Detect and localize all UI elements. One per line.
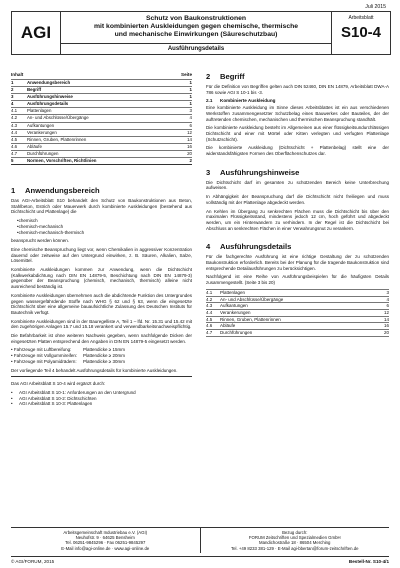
details-index-row: 4.1 Plattenlagen 3 (206, 289, 389, 295)
subsection-heading: 2.1 Kombinierte Auskleidung (206, 98, 276, 104)
title-line: mit kombinierten Auskleidungen gegen chemische, thermische (93, 23, 299, 30)
related-sheets-list (11, 390, 192, 407)
list-item: • chemisch (17, 218, 192, 224)
paragraph: Für die Definition von Begriffen gelten auch DIN 52460, DIN EN 14879, Arbeitsblatt DWA-A 786 sowie AGI S 10-1 bis -3. (206, 84, 389, 95)
publisher-info: Arbeitsgemeinschaft Industriebau e.V. (AGI) Neuhofstr. 9 · 64625 Bensheim Tel. 06251-9845296 · Fax 06251-9845297 E-Mail info@agi-online.de · www.agi-online.de (11, 528, 201, 553)
order-number: Bestell-Nr. S10-4/1 (348, 559, 389, 564)
paragraph: Das AGI-Arbeitsblatt S10 behandelt den Schutz von Baukonstruktionen aus Beton, Stahlbeton, Estrich oder Mauerwerk durch kombinierte Auskleidungen (bestehend aus Dichtschicht und Plattenlage) die (11, 198, 192, 215)
document-header (11, 11, 391, 55)
details-index (206, 289, 389, 337)
agi-logo: AGI (12, 12, 61, 54)
paragraph: Der vorliegende Teil 4 behandelt Ausführungsdetails für kombinierte Auskleidungen. (11, 367, 178, 373)
paragraph: Kombinierte Auskleidungen sind in der Bauregelliste A, Teil 1 – lfd. Nr. 15.31 und 15.42 mit den zugehörigen Anlagen 15.7 und 15.18 verankert und verwendbarkeitsnachweispflichtig. (11, 318, 192, 330)
paragraph: Eine kombinierte Auskleidung im Sinne dieses Arbeitsblattes ist ein aus verschiedenen Werkstoffen zusammengesetzter Schutzbelag eines Bauwerkes oder Bauteiles, der der auftretenden chemischen, mechanischen und thermischen Beanspruchung standhält. (206, 105, 389, 122)
toc-row: 4.7 Durchführungen 20 (11, 150, 192, 156)
paragraph: Die Befahrbarkeit ist ohne weiteren Nachweis gegeben, wenn nachfolgende Dicken der eingesetzten Platten entsprechend den Angaben in DIN EN 14879-5 eingesetzt werden. (11, 333, 192, 344)
toc-col-seite: Seite (181, 72, 192, 77)
plate-thickness-list (11, 347, 192, 364)
list-item: • chemisch-mechanisch (17, 224, 192, 230)
distributor-info: Bezug durch: FORUM Zeitschriften und Spezialmedien GmbH Mandichostraße 18 · 86504 Merching Tel. +49 8233 381-129 · E-Mail agi-bbertan@forum-zeitschriften.de (231, 530, 359, 551)
sheet-id (331, 12, 390, 54)
right-column (206, 72, 389, 340)
paragraph: Die kombinierte Auskleidung besteht im Allgemeinen aus einer flüssigkeitsundurchlässigen Dichtschicht und einer mit Mörtel oder Kitten verlegten und verfugten Plattenlage (Schutzschicht). (206, 125, 389, 142)
section-heading: 2 Begriff (206, 72, 245, 81)
list-item: • AGI Arbeitsblatt S 10-2: Dichtschichten (11, 395, 97, 401)
copyright: © AGI/FORUM, 2015 (11, 559, 55, 564)
section-heading: 4 Ausführungsdetails (206, 242, 292, 252)
paragraph: beansprucht werden können. (11, 238, 70, 244)
list-item: • AGI Arbeitsblatt S 10-3: Plattenlagen (11, 401, 93, 407)
document-title (61, 12, 331, 54)
table-of-contents (11, 72, 192, 165)
page-bottom-bar (11, 556, 389, 564)
details-index-row: 4.2 An- und Abschlüsse/Übergänge 4 (206, 296, 389, 302)
paragraph: Eine chemische Beanspruchung liegt vor, wenn Chemikalien in aggressiver Konzentration dauernd oder zeitweise auf den Untergrund einwirken, z. B. Säuren, Alkalien, Salze, Lösemittel. (11, 246, 192, 264)
toc-row: 4.2 An- und Abschlüsse/Übergänge 4 (11, 115, 192, 121)
toc-row: 1 Anwendungsbereich 1 (11, 80, 192, 85)
toc-header (11, 72, 192, 79)
toc-row: 4.5 Rinnen, Gruben, Plattenrinnen 14 (11, 136, 192, 142)
issue-date: Juli 2015 (365, 4, 386, 10)
list-item: • Fahrzeuge mit Vollgummireifen: Plattendicke ≥ 20mm (11, 353, 125, 359)
details-index-row: 4.4 Verankerungen 12 (206, 309, 389, 315)
toc-row: 4 Ausführungsdetails 1 (11, 101, 192, 107)
toc-col-inhalt: Inhalt (11, 72, 24, 77)
toc-row: 4.6 Abläufe 16 (11, 143, 192, 149)
toc-row: 5 Normen, Vorschriften, Richtlinien 2 (11, 158, 192, 164)
paragraph: Kombinierte Auskleidungen übernehmen auch die abdichtende Funktion des Untergrundes gegen wassergefährdende Stoffe nach WHG § 62 und § 63, wenn die eingesetzte Dichtschicht über eine allgemeine bauaufsichtliche Zulassung des Deutschen Instituts für Bautechnik verfügt. (11, 292, 192, 315)
paragraph: Die Dichtschicht darf im gesamten zu schützenden Bereich keine Unterbrechung aufweisen. (206, 179, 389, 191)
paragraph: Nachfolgend ist eine Reihe von Ausführungsbeispielen für die häufigsten Details zusammengestellt. (Seite 3 bis 20) (206, 274, 389, 286)
paragraph: Kombinierte Auskleidungen kommen zur Anwendung, wenn die Dichtschicht (Kalkwerkabdichtung nach DIN EN 14879-5, Beschichtung nach DIN EN 14879-3) gegenüber der Beanspruchung (chemisch, mechanisch, thermisch) alleine nicht ausreichend beständig ist. (11, 267, 192, 290)
toc-row: 3 Ausführungshinweise 1 (11, 94, 192, 100)
details-index-row: 4.3 Aufkantungen 6 (206, 303, 389, 309)
section-heading: 3 Ausführungshinweise (206, 167, 300, 177)
section-heading: 1 Anwendungsbereich (11, 186, 100, 195)
list-item: • Fahrzeuge mit Luftbereifung: Plattendicke ≥ 15mm (11, 347, 125, 353)
sheet-number: S10-4 (340, 24, 382, 41)
toc-row: 4.1 Plattenlagen 3 (11, 108, 192, 114)
page-footer (11, 527, 389, 553)
toc-row: 2 Begriff 1 (11, 87, 192, 93)
list-item: • Fahrzeuge mit Polyamidrädern: Plattendicke ≥ 30mm (11, 358, 125, 364)
document-subtitle: Ausführungsdetails (61, 43, 331, 54)
details-index-row: 4.5 Rinnen, Gruben, Plattenrinnen 14 (206, 316, 389, 322)
paragraph: Die kombinierte Auskleidung (Dichtschicht + Plattenbelag) stellt eine der widerstandsfähigsten Formen des Oberflächenschutzes dar. (206, 145, 389, 157)
left-column (11, 186, 192, 407)
toc-row: 4.4 Verankerungen 12 (11, 129, 192, 135)
bullet-list (11, 218, 192, 235)
list-item: • chemisch-mechanisch-thermisch (17, 230, 192, 236)
details-index-row: 4.7 Durchführungen 20 (206, 330, 389, 336)
sheet-label: Arbeitsblatt (348, 15, 374, 21)
toc-row: 4.3 Aufkantungen 6 (11, 122, 192, 128)
paragraph: In Abhängigkeit der Beanspruchung darf die Dichtschicht nicht freiliegen und muss vollständig mit der Plattenlage abgedeckt werden. (206, 194, 389, 205)
title-line: und mechanische Einwirkungen (Säureschutzbau) (114, 31, 278, 38)
details-index-row: 4.6 Abläufe 16 (206, 323, 389, 329)
paragraph: Das AGI Arbeitsblatt S 10-4 wird ergänzt durch: (11, 381, 106, 387)
title-line: Schutz von Baukonstruktionen (145, 15, 247, 22)
paragraph: Für die fachgerechte Ausführung ist eine richtige Gestaltung der zu schützenden Baukonstruktion erforderlich. Bereits bei der Planung für die tragende Baukonstruktion sind entsprechende Detailausführungen zu berücksichtigen. (206, 254, 389, 271)
paragraph: An Kehlen im Übergang zu senkrechten Flächen muss die Dichtschicht bis über den maximalen Flüssigkeitsstand, mindestens jedoch 12 cm, hoch geführt und abgedeckt werden, um ein Hinterwandern zu verhindern. In der Regel ist die Dichtschicht bei Abschluss an senkrechten Flächen in einer Verwahrungsnut zu verankern. (206, 208, 389, 231)
list-item: • AGI Arbeitsblatt S 10-1: Anforderungen an den Untergrund (11, 389, 136, 395)
